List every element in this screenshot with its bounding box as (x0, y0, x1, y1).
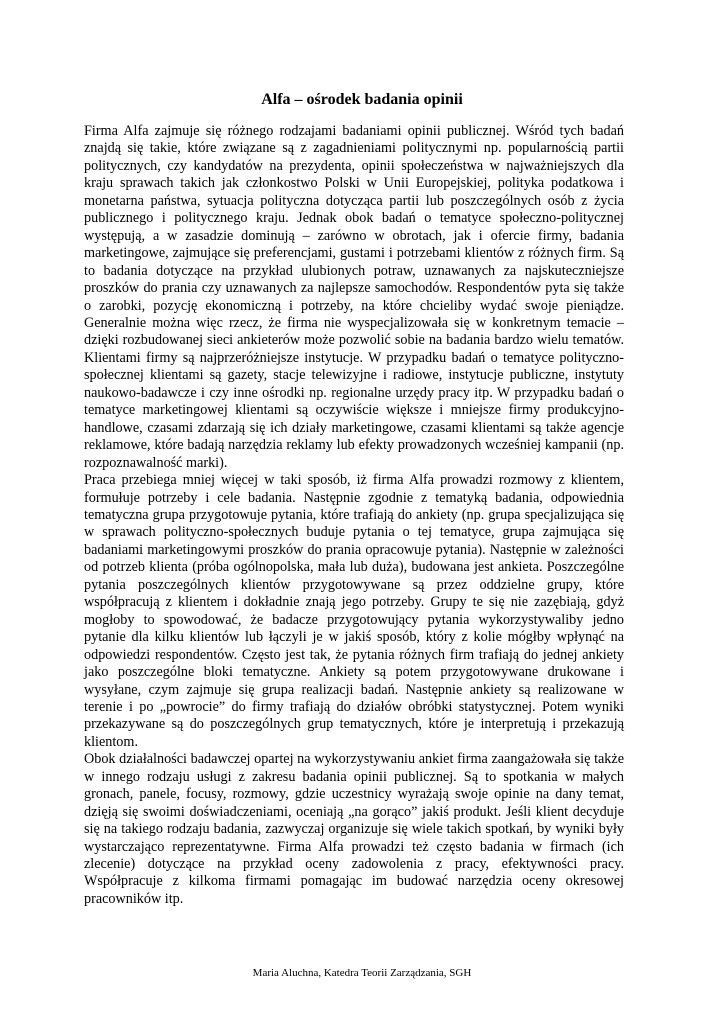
paragraph-3: Obok działalności badawczej opartej na wykorzystywaniu ankiet firma zaangażowała się także w innego rodzaju usługi z zakresu badania opinii publicznej. Są to spotkania w małych gronach, panele, focusy, rozmowy, gdzie uczestnicy wyrażają swoje opinie na dany temat, dzięją się swoimi doświadczeniami, oceniają „na gorąco” jakiś produkt. Jeśli klient decyduje się na takiego rodzaju badania, zazwyczaj organizuje się wiele takich spotkań, by wyniki były wystarczająco reprezentatywne. Firma Alfa prowadzi też często badania w firmach (ich zlecenie) dotyczące na przykład oceny zadowolenia z pracy, efektywności pracy. Współpracuje z kilkoma firmami pomagając im budować narzędzia oceny okresowej pracowników itp. (84, 751, 624, 907)
page-footer: Maria Aluchna, Katedra Teorii Zarządzania, SGH (252, 967, 472, 979)
document-title: Alfa – ośrodek badania opinii (261, 91, 463, 108)
document-body (84, 123, 624, 908)
paragraph-1: Firma Alfa zajmuje się różnego rodzajami badaniami opinii publicznej. Wśród tych badań znajdą się takie, które związane są z zagadnieniami politycznymi np. popularnością partii politycznych, czy kandydatów na prezydenta, opinii społeczeństwa w najważniejszych dla kraju sprawach takich jak członkostwo Polski w Unii Europejskiej, polityka podatkowa i monetarna państwa, sytuacja polityczna dotycząca partii lub poszczególnych osób z życia publicznego i politycznego kraju. Jednak obok badań o tematyce społeczno-politycznej występują, a w zasadzie dominują – zarówno w obrotach, jak i ofercie firmy, badania marketingowe, zajmujące się preferencjami, gustami i potrzebami klientów z różnych firm. Są to badania dotyczące na przykład ulubionych potraw, uznawanych za najskuteczniejsze proszków do prania czy uznawanych za najlepsze samochodów. Respondentów pyta się także o zarobki, pozycję ekonomiczną i potrzeby, na które chcieliby wydać swoje pieniądze. Generalnie można więc rzecz, że firma nie wyspecjalizowała się w konkretnym temacie – dzięki rozbudowanej sieci ankieterów może pozwolić sobie na badania bardzo wielu tematów. Klientami firmy są najprzeróżniejsze instytucje. W przypadku badań o tematyce polityczno-społecznej klientami są gazety, stacje telewizyjne i radiowe, instytucje publiczne, instytuty naukowo-badawcze i czy inne ośrodki np. regionalne urzędy pracy itp. W przypadku badań o tematyce marketingowej klientami są oczywiście większe i mniejsze firmy produkcyjno-handlowe, czasami zdarzają się ich działy marketingowe, czasami klientami są także agencje reklamowe, które badają narzędzia reklamy lub efekty prowadzonych wcześniej kampanii (np. rozpoznawalność marki). (84, 123, 624, 471)
paragraph-2: Praca przebiega mniej więcej w taki sposób, iż firma Alfa prowadzi rozmowy z klientem, formułuje potrzeby i cele badania. Następnie zgodnie z tematyką badania, odpowiednia tematyczna grupa przygotowuje pytania, które trafiają do ankiety (np. grupa specjalizująca się w sprawach polityczno-społecznych buduje pytania o tej tematyce, grupa zajmująca się badaniami marketingowymi proszków do prania opracowuje pytania). Następnie w zależności od potrzeb klienta (próba ogólnopolska, mała lub duża), budowana jest ankieta. Poszczególne pytania poszczególnych klientów przygotowywane są przez oddzielne grupy, które współpracują z klientem i dokładnie znają jego potrzeby. Grupy te się nie zazębiają, gdyż mogłoby to spowodować, że badacze przygotowujący pytania wykorzystywaliby jedno pytanie dla kilku klientów lub łączyli je w jakiś sposób, który z kolie mógłby wpłynąć na odpowiedzi respondentów. Często jest tak, że pytania różnych firm trafiają do jednej ankiety jako poszczególne bloki tematyczne. Ankiety są potem przygotowywane drukowane i wysyłane, czym zajmuje się grupa realizacji badań. Następnie ankiety są realizowane w terenie i po „powrocie” do firmy trafiają do działów obróbki statystycznej. Potem wyniki przekazywane są do poszczególnych grup tematycznych, które je interpretują i przekazują klientom. (84, 472, 624, 750)
